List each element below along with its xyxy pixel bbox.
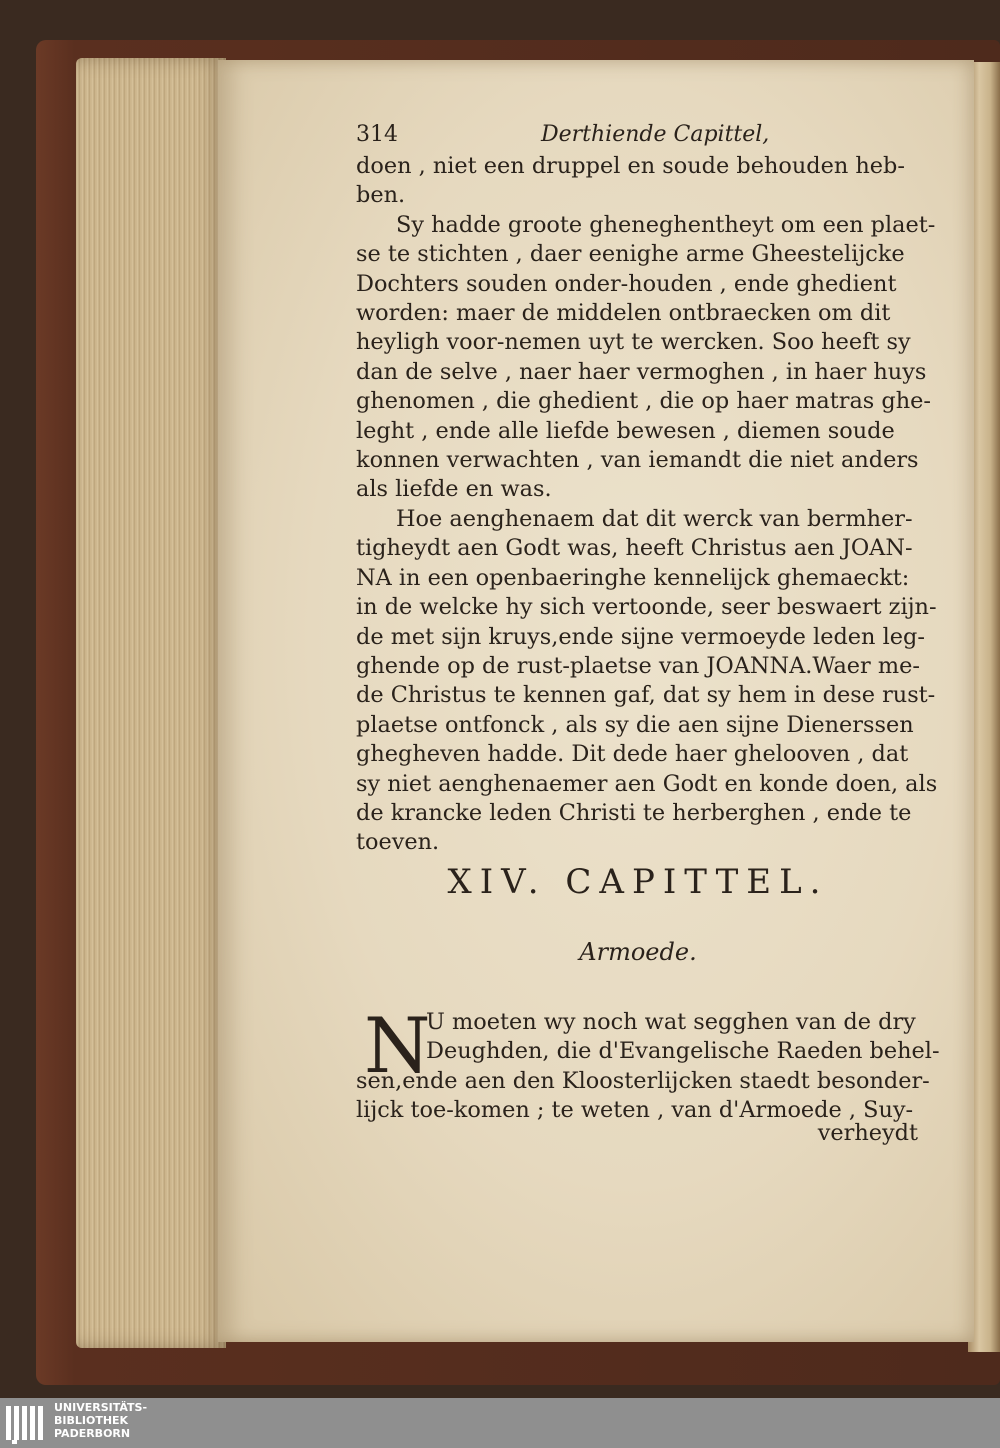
body-text-2: [356, 1001, 940, 1126]
text-line: ghegheven hadde. Dit dede haer ghelooven , dat: [356, 741, 909, 768]
text-line: heyligh voor-nemen uyt te wercken. Soo heeft sy: [356, 329, 911, 356]
chapter-subtitle: Armoede.: [579, 938, 697, 966]
text-line: Dochters souden onder-houden , ende ghedient: [356, 270, 897, 297]
text-line: U moeten wy noch wat segghen van de dry: [426, 1009, 916, 1035]
text-line: dan de selve , naer haer vermoghen , in haer huys: [356, 358, 927, 385]
text-line: ghende op de rust-plaetse van JOANNA.Waer me-: [356, 652, 920, 679]
text-line: de krancke leden Christi te herberghen , ende te: [356, 799, 912, 826]
text-line: sy niet aenghenaemer aen Godt en konde doen, als: [356, 770, 938, 797]
text-line: lijck toe-komen ; te weten , van d'Armoede , Suy-: [356, 1097, 914, 1124]
text-line: ben.: [356, 182, 406, 209]
text-line: toeven.: [356, 829, 440, 856]
page-edges: [76, 58, 226, 1348]
book-page: [218, 60, 974, 1342]
text-line: sen,ende aen den Kloosterlijcken staedt besonder-: [356, 1067, 930, 1094]
text-line: tigheydt aen Godt was, heeft Christus aen JOAN-: [356, 535, 913, 562]
text-line: als liefde en was.: [356, 476, 552, 503]
catchword: verheydt: [817, 1120, 918, 1146]
library-name: [54, 1401, 147, 1440]
library-name-line: PADERBORN: [54, 1427, 131, 1440]
text-line: Deughden, die d'Evangelische Raeden behel-: [426, 1038, 940, 1065]
text-line: de Christus te kennen gaf, dat sy hem in dese rust-: [356, 682, 936, 709]
text-line: Sy hadde groote gheneghentheyt om een plaet-: [396, 211, 936, 238]
text-line: se te stichten , daer eenighe arme Gheestelijcke: [356, 241, 905, 268]
body-text-1: [356, 152, 938, 858]
text-line: leght , ende alle liefde bewesen , diemen soude: [356, 417, 895, 444]
footer-bar: [0, 1398, 1000, 1448]
library-name-line: UNIVERSITÄTS-: [54, 1401, 148, 1414]
text-line: doen , niet een druppel en soude behouden heb-: [356, 153, 905, 179]
text-line: konnen verwachten , van iemandt die niet anders: [356, 447, 919, 474]
page-number: 314: [356, 122, 398, 147]
library-name-line: BIBLIOTHEK: [54, 1414, 129, 1427]
text-line: plaetse ontfonck , als sy die aen sijne Dienerssen: [356, 711, 914, 738]
text-line: de met sijn kruys,ende sijne vermoeyde leden leg-: [356, 623, 925, 650]
text-line: Hoe aenghenaem dat dit werck van bermher-: [396, 505, 913, 532]
text-line: worden: maer de middelen ontbraecken om dit: [356, 300, 891, 327]
running-head: Derthiende Capittel,: [541, 122, 770, 147]
text-line: ghenomen , die ghedient , die op haer matras ghe-: [356, 388, 931, 415]
text-line: NA in een openbaeringhe kennelijck ghemaeckt:: [356, 564, 910, 591]
chapter-title: XIV. CAPITTEL.: [447, 862, 829, 902]
text-line: in de welcke hy sich vertoonde, seer beswaert zijn-: [356, 594, 937, 621]
page-header: [356, 122, 922, 152]
drop-cap: N: [364, 1001, 431, 1090]
library-logo-icon: [4, 1402, 48, 1444]
